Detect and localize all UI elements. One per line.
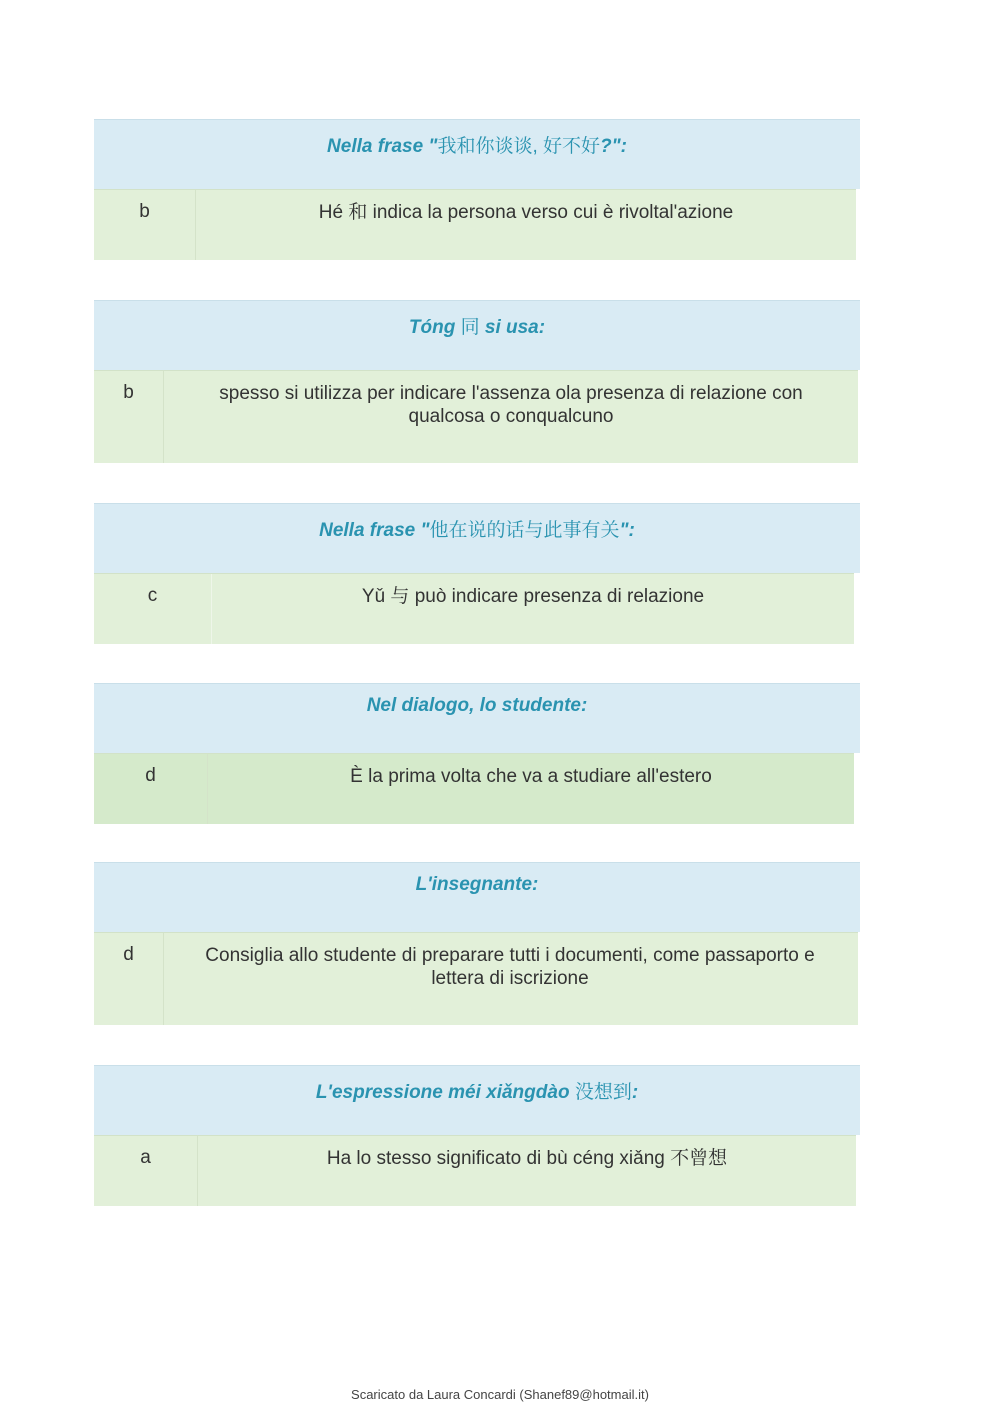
question-text-end: : — [631, 1082, 639, 1103]
question-text: L'espressione méi xiǎngdào — [315, 1082, 575, 1103]
answer-letter: b — [94, 190, 196, 260]
answer-letter: d — [94, 933, 164, 1025]
answer-text: spesso si utilizza per indicare l'assenza ola presenza di relazione con qualcosa o conqualcuno — [219, 383, 803, 427]
question-chinese: 同 — [460, 317, 480, 338]
question-text-end: si usa: — [479, 317, 546, 338]
answer-letter: c — [94, 574, 212, 644]
question-text: Nella frase " — [319, 520, 430, 541]
question-header — [94, 300, 860, 370]
question-text: L'insegnante: — [415, 874, 539, 895]
answer-row — [94, 370, 858, 463]
question-text: Nella frase " — [327, 136, 438, 157]
question-chinese: 他在说的话与此事有关 — [429, 520, 620, 541]
answer-row — [94, 932, 858, 1025]
answer-row — [94, 573, 854, 644]
answer-text: Consiglia allo studente di preparare tutti i documenti, come passaporto e lettera di iscrizione — [205, 945, 815, 989]
answer-letter: d — [94, 754, 208, 824]
answer-text: È la prima volta che va a studiare all'estero — [350, 766, 712, 787]
question-header — [94, 683, 860, 753]
question-text: Nel dialogo, lo studente: — [366, 695, 588, 716]
download-credit: Scaricato da Laura Concardi (Shanef89@hotmail.it) — [351, 1387, 649, 1402]
question-chinese: 我和你谈谈, 好不好 — [437, 136, 600, 157]
answer-letter: b — [94, 371, 164, 463]
question-text-end: ?": — [600, 136, 627, 157]
question-header — [94, 119, 860, 189]
answer-row — [94, 1135, 856, 1206]
question-header — [94, 862, 860, 932]
question-chinese: 没想到 — [574, 1082, 632, 1103]
answer-row — [94, 753, 854, 824]
question-text: Tóng — [408, 317, 461, 338]
question-header — [94, 1065, 860, 1135]
answer-text: Yǔ 与 può indicare presenza di relazione — [361, 586, 705, 607]
answer-text: Ha lo stesso significato di bù céng xiǎng 不曾想 — [326, 1148, 728, 1169]
question-text-end: ": — [619, 520, 635, 541]
question-header — [94, 503, 860, 573]
answer-text: Hé 和 indica la persona verso cui è rivoltal'azione — [318, 202, 734, 223]
answer-letter: a — [94, 1136, 198, 1206]
answer-row — [94, 189, 856, 260]
